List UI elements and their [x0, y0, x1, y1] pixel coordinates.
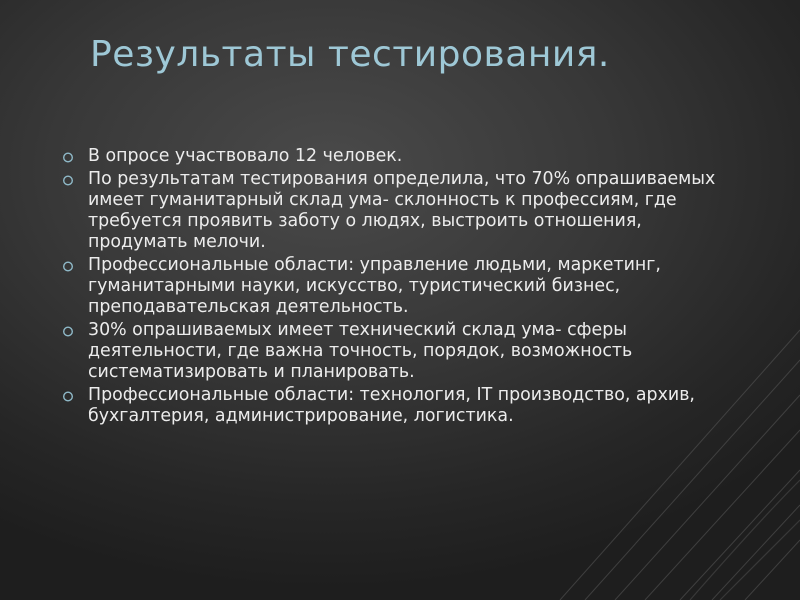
slide-title: Результаты тестирования.: [90, 34, 610, 75]
bullet-item: [58, 385, 738, 427]
hollow-bullet-icon: [61, 255, 75, 276]
bullet-text: Профессиональные области: управление людьми, маркетинг, гуманитарными науки, искусство, туристический бизнес, преподавательская деятельность.: [88, 255, 661, 317]
hollow-bullet-icon: [61, 320, 75, 341]
bullet-text: В опросе участвовало 12 человек.: [88, 146, 403, 166]
bullet-item: [58, 169, 738, 253]
bullet-item: [58, 146, 738, 167]
bullet-item: [58, 320, 738, 383]
bullet-item: [58, 255, 738, 318]
bullet-list: [58, 146, 738, 429]
hollow-bullet-icon: [61, 146, 75, 167]
hollow-bullet-icon: [61, 385, 75, 406]
hollow-bullet-icon: [61, 169, 75, 190]
bullet-text: По результатам тестирования определила, что 70% опрашиваемых имеет гуманитарный склад ума- склонность к профессиям, где требуется проявить заботу о людях, выстроить отношения, продумать мелочи.: [88, 169, 716, 252]
bullet-text: 30% опрашиваемых имеет технический склад ума- сферы деятельности, где важна точность, порядок, возможность систематизировать и планировать.: [88, 320, 633, 382]
bullet-text: Профессиональные области: технология, IT производство, архив, бухгалтерия, администрирование, логистика.: [88, 385, 695, 426]
